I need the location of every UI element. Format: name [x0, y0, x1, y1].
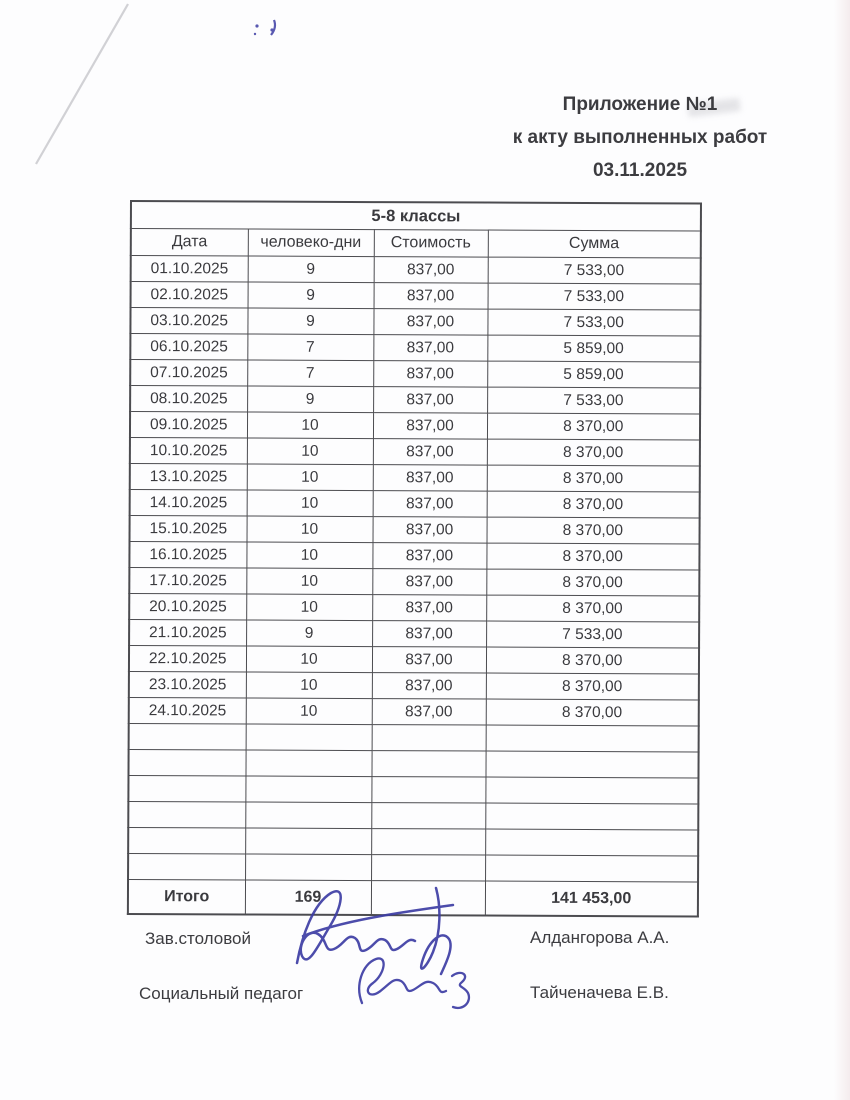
cell-cost	[371, 855, 485, 881]
table-row	[129, 568, 699, 596]
cell-date: 23.10.2025	[129, 671, 246, 698]
cell-date	[128, 749, 245, 776]
cell-sum: 7 533,00	[488, 257, 701, 284]
signer-name-aldangorova: Алдангорова А.А.	[530, 928, 670, 947]
cell-cost: 837,00	[374, 283, 488, 309]
cell-sum: 7 533,00	[486, 621, 699, 648]
total-label: Итого	[128, 879, 245, 914]
cell-cost: 837,00	[373, 335, 487, 361]
cell-cost: 837,00	[373, 309, 487, 335]
cell-cost	[371, 777, 485, 803]
cell-cost: 837,00	[372, 673, 486, 699]
table-body	[128, 201, 701, 882]
table-row	[129, 646, 699, 674]
table-empty-row	[128, 801, 698, 829]
cell-cost: 837,00	[373, 413, 487, 439]
cell-person-days: 10	[247, 464, 373, 491]
table-row	[129, 594, 699, 622]
table-empty-row	[129, 723, 699, 751]
cell-cost	[371, 803, 485, 829]
cell-cost: 837,00	[372, 621, 486, 647]
table-empty-row	[128, 853, 698, 881]
cell-cost: 837,00	[372, 595, 486, 621]
cell-person-days: 10	[246, 594, 372, 621]
cell-person-days: 10	[246, 646, 372, 673]
table-row	[129, 671, 699, 699]
cell-sum: 8 370,00	[486, 569, 699, 596]
header-line-appendix: Приложение №1	[562, 94, 718, 115]
cell-person-days	[245, 776, 371, 803]
cell-person-days: 9	[247, 386, 373, 413]
cell-sum: 7 533,00	[487, 309, 700, 336]
cell-cost: 837,00	[372, 647, 486, 673]
cell-sum	[485, 751, 698, 778]
cell-sum: 8 370,00	[486, 673, 699, 700]
cell-person-days: 10	[246, 542, 372, 569]
col-header-date: Дата	[131, 229, 248, 257]
signer-name-taychenacheva: Тайченачева Е.В.	[530, 983, 669, 1002]
cell-date: 24.10.2025	[129, 697, 246, 724]
table-row	[130, 412, 700, 440]
cell-date: 03.10.2025	[130, 308, 247, 335]
table-row	[130, 490, 700, 518]
cell-sum: 8 370,00	[486, 647, 699, 674]
cell-cost: 837,00	[372, 543, 486, 569]
cell-sum: 8 370,00	[486, 595, 699, 622]
cell-person-days	[245, 854, 371, 881]
table-row	[130, 464, 700, 492]
cell-date: 15.10.2025	[130, 516, 247, 543]
ink-speck-marks	[254, 20, 275, 35]
cell-person-days: 10	[246, 698, 372, 725]
table-title: 5-8 классы	[131, 201, 701, 231]
cell-cost: 837,00	[374, 257, 488, 283]
total-cost	[371, 881, 485, 916]
cell-sum: 8 370,00	[487, 413, 700, 440]
cell-sum: 8 370,00	[487, 439, 700, 466]
cell-date: 16.10.2025	[129, 542, 246, 569]
table-row	[130, 360, 700, 388]
scratch-line-artifact	[36, 4, 128, 164]
cell-person-days: 10	[247, 490, 373, 517]
cell-person-days	[245, 802, 371, 829]
table-header-row	[131, 229, 701, 258]
cell-cost: 837,00	[373, 517, 487, 543]
cell-sum: 8 370,00	[487, 517, 700, 544]
cell-person-days: 9	[248, 256, 374, 283]
table-row	[129, 542, 699, 570]
cell-cost: 837,00	[373, 387, 487, 413]
cell-date: 13.10.2025	[130, 464, 247, 491]
cell-date: 21.10.2025	[129, 620, 246, 647]
cell-sum: 5 859,00	[487, 361, 700, 388]
document-header	[450, 88, 830, 187]
cell-cost: 837,00	[372, 569, 486, 595]
cell-date: 06.10.2025	[130, 334, 247, 361]
cell-sum	[485, 803, 698, 830]
cell-date	[129, 723, 246, 750]
cell-date	[128, 853, 245, 880]
cell-sum: 7 533,00	[487, 387, 700, 414]
table-row	[130, 438, 700, 466]
cell-sum: 5 859,00	[487, 335, 700, 362]
table-row	[130, 308, 700, 336]
cell-date: 10.10.2025	[130, 438, 247, 465]
cell-person-days	[246, 724, 372, 751]
cell-sum	[485, 829, 698, 856]
cell-cost	[371, 751, 485, 777]
cell-date: 22.10.2025	[129, 646, 246, 673]
cell-date	[128, 827, 245, 854]
cell-cost: 837,00	[373, 439, 487, 465]
table-row	[131, 256, 701, 284]
cell-person-days: 10	[246, 672, 372, 699]
cell-cost	[371, 829, 485, 855]
cell-date: 02.10.2025	[131, 282, 248, 309]
cell-sum: 8 370,00	[486, 543, 699, 570]
table-row	[130, 516, 700, 544]
table-row	[130, 386, 700, 414]
cell-cost: 837,00	[373, 361, 487, 387]
table-total-row	[128, 879, 698, 916]
table-title-row	[131, 201, 701, 231]
cell-date	[128, 775, 245, 802]
cell-person-days: 10	[247, 516, 373, 543]
cell-person-days: 9	[247, 308, 373, 335]
cell-sum: 8 370,00	[486, 699, 699, 726]
cell-date: 14.10.2025	[130, 490, 247, 517]
col-header-sum: Сумма	[488, 230, 701, 258]
cell-person-days: 9	[248, 282, 374, 309]
table-empty-row	[128, 775, 698, 803]
cell-sum: 7 533,00	[488, 283, 701, 310]
cell-date: 20.10.2025	[129, 594, 246, 621]
table-row	[131, 282, 701, 310]
col-header-person-days: человеко-дни	[248, 229, 374, 257]
table-row	[130, 334, 700, 362]
header-line-date: 03.11.2025	[592, 160, 688, 181]
table-row	[129, 697, 699, 725]
cell-date: 07.10.2025	[130, 360, 247, 387]
signature-taychenacheva	[359, 958, 469, 1008]
cell-sum	[485, 855, 698, 882]
signer-role-social-pedagogue: Социальный педагог	[139, 984, 304, 1003]
table-empty-row	[128, 827, 698, 855]
signer-role-canteen-manager: Зав.столовой	[145, 929, 252, 948]
cell-date	[128, 801, 245, 828]
cell-person-days: 10	[247, 438, 373, 465]
cell-person-days	[245, 828, 371, 855]
cell-person-days: 9	[246, 620, 372, 647]
cell-date: 17.10.2025	[129, 568, 246, 595]
cell-person-days: 10	[247, 412, 373, 439]
cell-date: 01.10.2025	[131, 256, 248, 283]
cell-person-days: 7	[247, 334, 373, 361]
cell-date: 08.10.2025	[130, 386, 247, 413]
cell-date: 09.10.2025	[130, 412, 247, 439]
cell-cost: 837,00	[372, 699, 486, 725]
cell-cost: 837,00	[373, 465, 487, 491]
table-empty-row	[128, 749, 698, 777]
cell-sum: 8 370,00	[487, 491, 700, 518]
table-row	[129, 620, 699, 648]
attendance-table	[127, 200, 702, 917]
scan-edge-tint	[834, 0, 850, 1100]
cell-sum	[485, 777, 698, 804]
cell-person-days	[245, 750, 371, 777]
cell-person-days: 7	[247, 360, 373, 387]
total-days: 169	[245, 880, 371, 915]
cell-sum: 8 370,00	[487, 465, 700, 492]
cell-person-days: 10	[246, 568, 372, 595]
attendance-table-wrap	[127, 200, 700, 917]
header-line-act: к акту выполненных работ	[512, 127, 768, 148]
cell-cost: 837,00	[373, 491, 487, 517]
total-sum: 141 453,00	[485, 881, 698, 916]
cell-sum	[486, 725, 699, 752]
cell-cost	[372, 725, 486, 751]
col-header-cost: Стоимость	[374, 230, 488, 257]
